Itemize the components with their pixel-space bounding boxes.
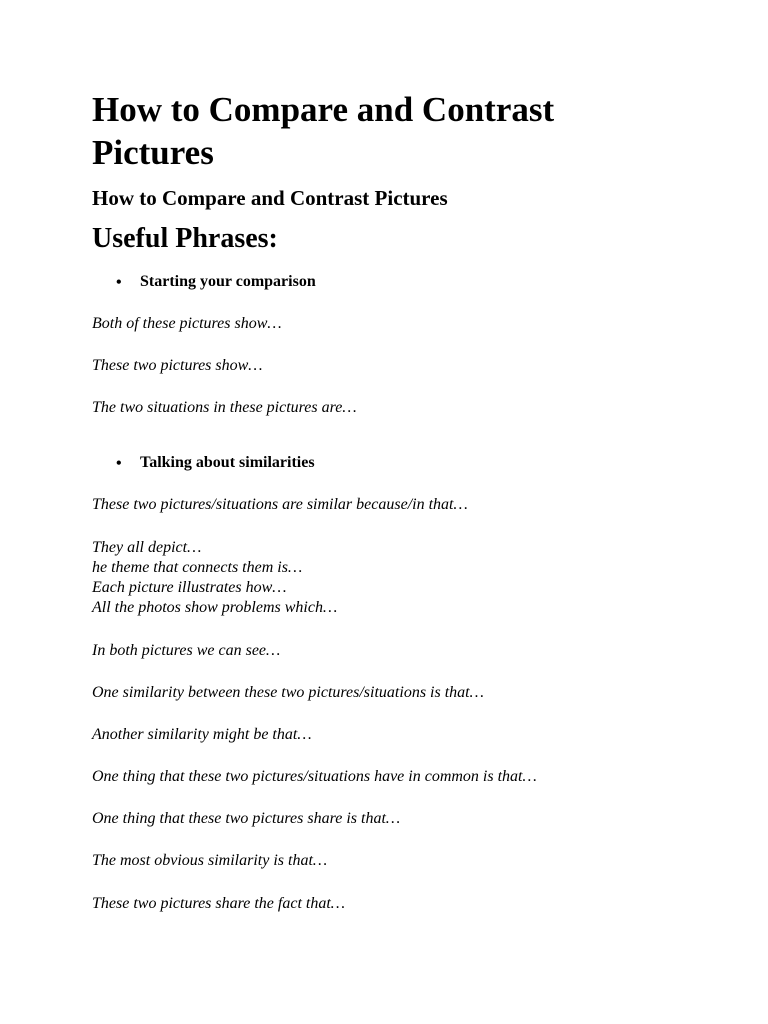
bullet-dot: •: [116, 274, 122, 291]
phrase-item: In both pictures we can see…: [92, 642, 281, 659]
phrase-item: Another similarity might be that…: [92, 726, 312, 743]
phrase-item: he theme that connects them is…: [92, 559, 303, 576]
phrase-item: These two pictures share the fact that…: [92, 895, 346, 912]
phrase-item: These two pictures/situations are similar because/in that…: [92, 496, 468, 513]
phrase-item: The most obvious similarity is that…: [92, 852, 328, 869]
phrase-item: The two situations in these pictures are…: [92, 399, 357, 416]
section-heading: Useful Phrases:: [92, 223, 278, 254]
phrase-item: One thing that these two pictures/situations have in common is that…: [92, 768, 537, 785]
bullet-starting-comparison: Starting your comparison: [140, 273, 316, 290]
bullet-talking-similarities: Talking about similarities: [140, 454, 315, 471]
phrase-item: All the photos show problems which…: [92, 599, 338, 616]
phrase-item: These two pictures show…: [92, 357, 263, 374]
document-title: How to Compare and Contrast Pictures: [92, 90, 555, 172]
phrase-group: [92, 538, 337, 618]
phrase-item: One similarity between these two pictures/situations is that…: [92, 684, 484, 701]
bullet-dot: •: [116, 455, 122, 472]
phrase-item: One thing that these two pictures share is that…: [92, 810, 401, 827]
phrase-item: They all depict…: [92, 539, 202, 556]
phrase-item: Both of these pictures show…: [92, 315, 282, 332]
phrase-item: Each picture illustrates how…: [92, 579, 287, 596]
document-subtitle: How to Compare and Contrast Pictures: [92, 186, 448, 210]
